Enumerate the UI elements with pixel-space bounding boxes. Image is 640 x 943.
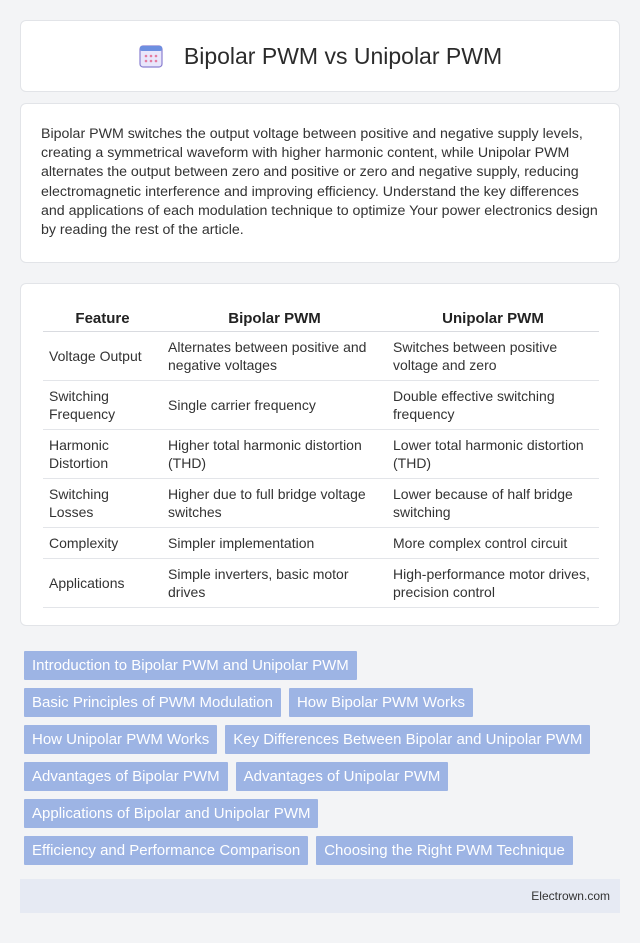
link-applications[interactable]: Applications of Bipolar and Unipolar PWM [24,799,318,828]
intro-text: Bipolar PWM switches the output voltage between positive and negative supply levels, creating a symmetrical waveform with higher harmonic content, while Unipolar PWM alternates the output between zero and positive or zero and negative supply, reducing electromagnetic interference and improving efficiency. Understand the key differences and applications of each modulation technique to optimize Your power electronics design by reading the rest of the article. [41,126,598,239]
link-row [24,651,624,680]
link-advantages-unipolar[interactable]: Advantages of Unipolar PWM [236,762,449,791]
column-header: Feature [43,304,162,331]
table-cell: Voltage Output [43,331,162,380]
table-cell: High-performance motor drives, precision control [387,558,599,607]
table-row [43,478,599,527]
table-cell: Switching Frequency [43,380,162,429]
comparison-table [43,304,599,608]
table-row [43,558,599,607]
table-cell: Higher total harmonic distortion (THD) [162,429,387,478]
link-how-unipolar-works[interactable]: How Unipolar PWM Works [24,725,217,754]
table-cell: Double effective switching frequency [387,380,599,429]
table-row [43,331,599,380]
comparison-table-card [20,283,620,626]
table-cell: Switching Losses [43,478,162,527]
link-introduction[interactable]: Introduction to Bipolar PWM and Unipolar PWM [24,651,357,680]
page-title: Bipolar PWM vs Unipolar PWM [183,42,503,69]
table-cell: Harmonic Distortion [43,429,162,478]
table-header-row [43,304,599,331]
link-choosing-technique[interactable]: Choosing the Right PWM Technique [316,836,573,865]
table-cell: Simple inverters, basic motor drives [162,558,387,607]
link-how-bipolar-works[interactable]: How Bipolar PWM Works [289,688,473,717]
calendar-grid-icon [138,43,164,69]
table-row [43,380,599,429]
column-header: Bipolar PWM [162,304,387,331]
link-row [24,836,624,865]
table-row [43,429,599,478]
column-header: Unipolar PWM [387,304,599,331]
table-cell: Simpler implementation [162,527,387,558]
table-cell: Complexity [43,527,162,558]
table-cell: Higher due to full bridge voltage switches [162,478,387,527]
link-row [24,725,624,754]
link-row [24,799,624,828]
table-cell: Single carrier frequency [162,380,387,429]
link-row [24,688,624,717]
footer [20,879,620,913]
header-card [20,20,620,92]
table-row [43,527,599,558]
link-basic-principles[interactable]: Basic Principles of PWM Modulation [24,688,281,717]
intro-card [20,103,620,263]
table-cell: Lower because of half bridge switching [387,478,599,527]
table-cell: Alternates between positive and negative voltages [162,331,387,380]
article-links [24,651,624,873]
link-key-differences[interactable]: Key Differences Between Bipolar and Unipolar PWM [225,725,590,754]
table-cell: Applications [43,558,162,607]
table-cell: Switches between positive voltage and zero [387,331,599,380]
footer-site-name: Electrown.com [531,889,610,903]
link-efficiency-comparison[interactable]: Efficiency and Performance Comparison [24,836,308,865]
table-cell: Lower total harmonic distortion (THD) [387,429,599,478]
link-advantages-bipolar[interactable]: Advantages of Bipolar PWM [24,762,228,791]
table-cell: More complex control circuit [387,527,599,558]
link-row [24,762,624,791]
